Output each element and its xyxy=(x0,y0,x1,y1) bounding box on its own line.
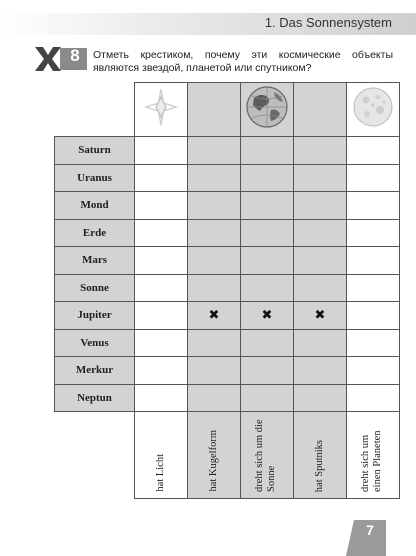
cell[interactable] xyxy=(241,302,294,330)
table-row xyxy=(55,192,400,220)
cell[interactable] xyxy=(135,357,188,385)
cell[interactable] xyxy=(135,247,188,275)
cell-mark: ✖ xyxy=(261,308,273,324)
table-row xyxy=(55,219,400,247)
cell[interactable] xyxy=(241,247,294,275)
cell[interactable] xyxy=(135,274,188,302)
column-label: dreht sich um einen Planeten xyxy=(360,430,383,492)
row-label: Mars xyxy=(55,247,135,275)
cell[interactable] xyxy=(294,137,347,165)
column-label: hat Kugelform xyxy=(208,430,219,492)
column-label-cell xyxy=(294,412,347,499)
cell[interactable] xyxy=(241,219,294,247)
cell[interactable] xyxy=(241,274,294,302)
cell[interactable] xyxy=(347,384,400,412)
icon-header-row xyxy=(55,83,400,137)
cell[interactable] xyxy=(294,219,347,247)
corner-cell xyxy=(55,83,135,137)
cell[interactable] xyxy=(188,302,241,330)
table-row xyxy=(55,164,400,192)
star-icon xyxy=(144,87,178,127)
row-label: Jupiter xyxy=(55,302,135,330)
cell[interactable] xyxy=(135,219,188,247)
task-instruction: Отметь крестиком, почему эти космические объекты являются звездой, планетой или спутником? xyxy=(93,49,393,74)
row-label: Merkur xyxy=(55,357,135,385)
cell[interactable] xyxy=(294,302,347,330)
cell[interactable] xyxy=(241,164,294,192)
cell[interactable] xyxy=(347,302,400,330)
row-label: Venus xyxy=(55,329,135,357)
table-row xyxy=(55,302,400,330)
cell[interactable] xyxy=(188,357,241,385)
earth-globe-icon xyxy=(244,84,290,130)
criteria-row xyxy=(55,412,400,499)
cell[interactable] xyxy=(241,192,294,220)
cell[interactable] xyxy=(347,192,400,220)
cell[interactable] xyxy=(241,329,294,357)
cell-mark: ✖ xyxy=(208,308,220,324)
cell[interactable] xyxy=(294,192,347,220)
cell[interactable] xyxy=(294,357,347,385)
cell[interactable] xyxy=(241,137,294,165)
cell[interactable] xyxy=(347,329,400,357)
header-gray-1 xyxy=(188,83,241,137)
cell[interactable] xyxy=(188,164,241,192)
chapter-title: 1. Das Sonnensystem xyxy=(264,15,392,30)
header-earth xyxy=(241,83,294,137)
cell[interactable] xyxy=(294,164,347,192)
row-label: Neptun xyxy=(55,384,135,412)
table-row xyxy=(55,357,400,385)
header-star xyxy=(135,83,188,137)
row-label: Sonne xyxy=(55,274,135,302)
table-row xyxy=(55,274,400,302)
column-label: hat Licht xyxy=(155,454,166,492)
cell[interactable] xyxy=(188,274,241,302)
cell[interactable] xyxy=(135,164,188,192)
cell[interactable] xyxy=(294,329,347,357)
cell[interactable] xyxy=(188,329,241,357)
cell[interactable] xyxy=(135,192,188,220)
cell[interactable] xyxy=(188,384,241,412)
cell[interactable] xyxy=(188,219,241,247)
header-gray-2 xyxy=(294,83,347,137)
row-label: Mond xyxy=(55,192,135,220)
cell[interactable] xyxy=(241,357,294,385)
column-label: dreht sich um die Sonne xyxy=(254,419,277,492)
table-row xyxy=(55,137,400,165)
column-label-cell xyxy=(347,412,400,499)
cell[interactable] xyxy=(241,384,294,412)
cell-mark: ✖ xyxy=(314,308,326,324)
table-row xyxy=(55,329,400,357)
task-number: 8 xyxy=(70,46,80,65)
header-moon xyxy=(347,83,400,137)
table-row xyxy=(55,384,400,412)
row-label: Saturn xyxy=(55,137,135,165)
cell[interactable] xyxy=(347,219,400,247)
corner-cell-bottom xyxy=(55,412,135,499)
cell[interactable] xyxy=(347,274,400,302)
row-label: Erde xyxy=(55,219,135,247)
cell[interactable] xyxy=(135,137,188,165)
cell[interactable] xyxy=(294,247,347,275)
cell[interactable] xyxy=(347,164,400,192)
page-number: 7 xyxy=(366,522,374,538)
row-label: Uranus xyxy=(55,164,135,192)
column-label: hat Sputniks xyxy=(314,439,325,492)
cell[interactable] xyxy=(347,137,400,165)
table-row xyxy=(55,247,400,275)
cell[interactable] xyxy=(135,329,188,357)
cell[interactable] xyxy=(188,137,241,165)
moon-icon xyxy=(351,85,395,129)
classification-table xyxy=(54,82,400,499)
cell[interactable] xyxy=(294,274,347,302)
cell[interactable] xyxy=(188,192,241,220)
column-label-cell xyxy=(188,412,241,499)
cell[interactable] xyxy=(135,384,188,412)
cell[interactable] xyxy=(347,247,400,275)
cell[interactable] xyxy=(294,384,347,412)
column-label-cell xyxy=(241,412,294,499)
cell[interactable] xyxy=(135,302,188,330)
cell[interactable] xyxy=(347,357,400,385)
cell[interactable] xyxy=(188,247,241,275)
column-label-cell xyxy=(135,412,188,499)
